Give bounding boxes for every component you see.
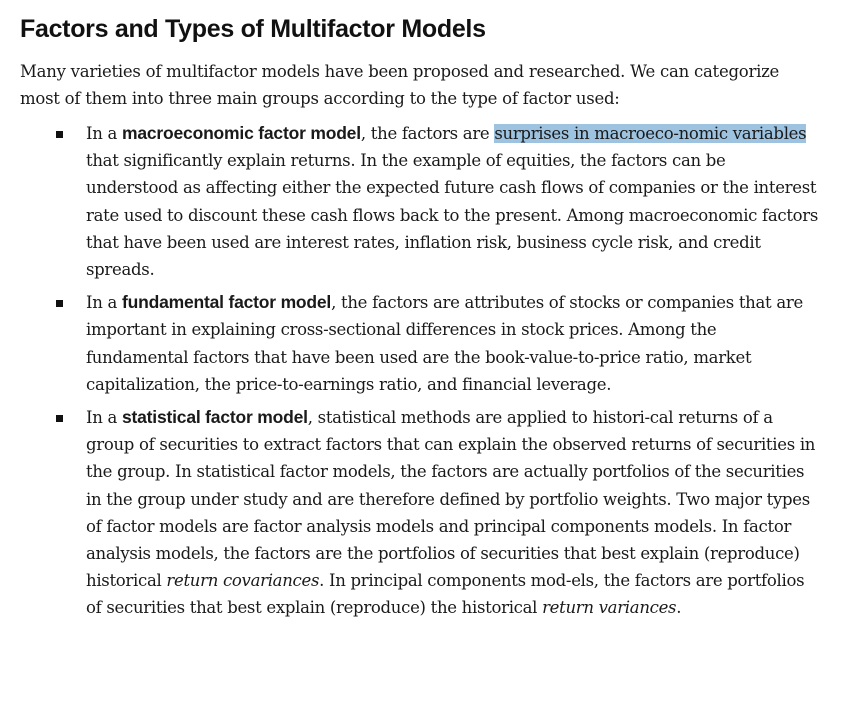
item-text: . In principal components mod-els, the factors are portfolios of securities that best explain (reproduce) the historical bbox=[86, 571, 805, 618]
item-text: . bbox=[676, 598, 682, 618]
item-text: , the factors are attributes of stocks or companies that are important in explaining cross-sectional differences in stock prices. Among the fundamental factors that have been used are the book-value-to-price ratio, market capitalization, the price-to-earnings ratio, and financial leverage. bbox=[86, 293, 803, 394]
list-item-macroeconomic bbox=[20, 120, 820, 283]
item-text: that significantly explain returns. In the example of equities, the factors can be understood as affecting either the expected future cash flows of companies or the interest rate used to discount these cash flows back to the present. Among macroeconomic factors that have been used are interest rates, inflation risk, business cycle risk, and credit spreads. bbox=[86, 151, 819, 280]
term-macroeconomic-factor-model: macroeconomic factor model bbox=[121, 123, 361, 143]
factor-model-list bbox=[20, 120, 820, 622]
document-page bbox=[20, 12, 820, 628]
square-bullet-icon bbox=[56, 300, 63, 307]
section-title: Factors and Types of Multifactor Models bbox=[20, 15, 486, 43]
term-statistical-factor-model: statistical factor model bbox=[121, 407, 308, 428]
list-item-statistical bbox=[20, 404, 820, 622]
item-prefix: In a bbox=[86, 408, 122, 428]
italic-term: return variances bbox=[542, 598, 677, 618]
term-fundamental-factor-model: fundamental factor model bbox=[121, 292, 332, 313]
item-prefix: In a bbox=[86, 124, 122, 143]
item-text: , the factors are bbox=[360, 124, 495, 143]
item-prefix: In a bbox=[86, 293, 122, 313]
item-text: , statistical methods are applied to histori-cal returns of a group of securities to extract factors that can explain the observed returns of securities in the group. In statistical factor models, the factors are actually portfolios of the securities in the group under study and are therefore defined by portfolio weights. Two major types of factor models are factor analysis models and principal components models. In factor analysis models, the factors are the portfolios of securities that best explain (reproduce) historical bbox=[86, 408, 816, 591]
square-bullet-icon bbox=[56, 131, 63, 138]
list-item-fundamental bbox=[20, 289, 820, 398]
square-bullet-icon bbox=[56, 415, 63, 422]
intro-paragraph: Many varieties of multifactor models have been proposed and researched. We can categorize most of them into three main groups according to the type of factor used: bbox=[20, 62, 780, 108]
highlighted-text[interactable]: surprises in macroeco-nomic variables bbox=[494, 124, 807, 143]
italic-term: return covariances bbox=[166, 571, 320, 591]
